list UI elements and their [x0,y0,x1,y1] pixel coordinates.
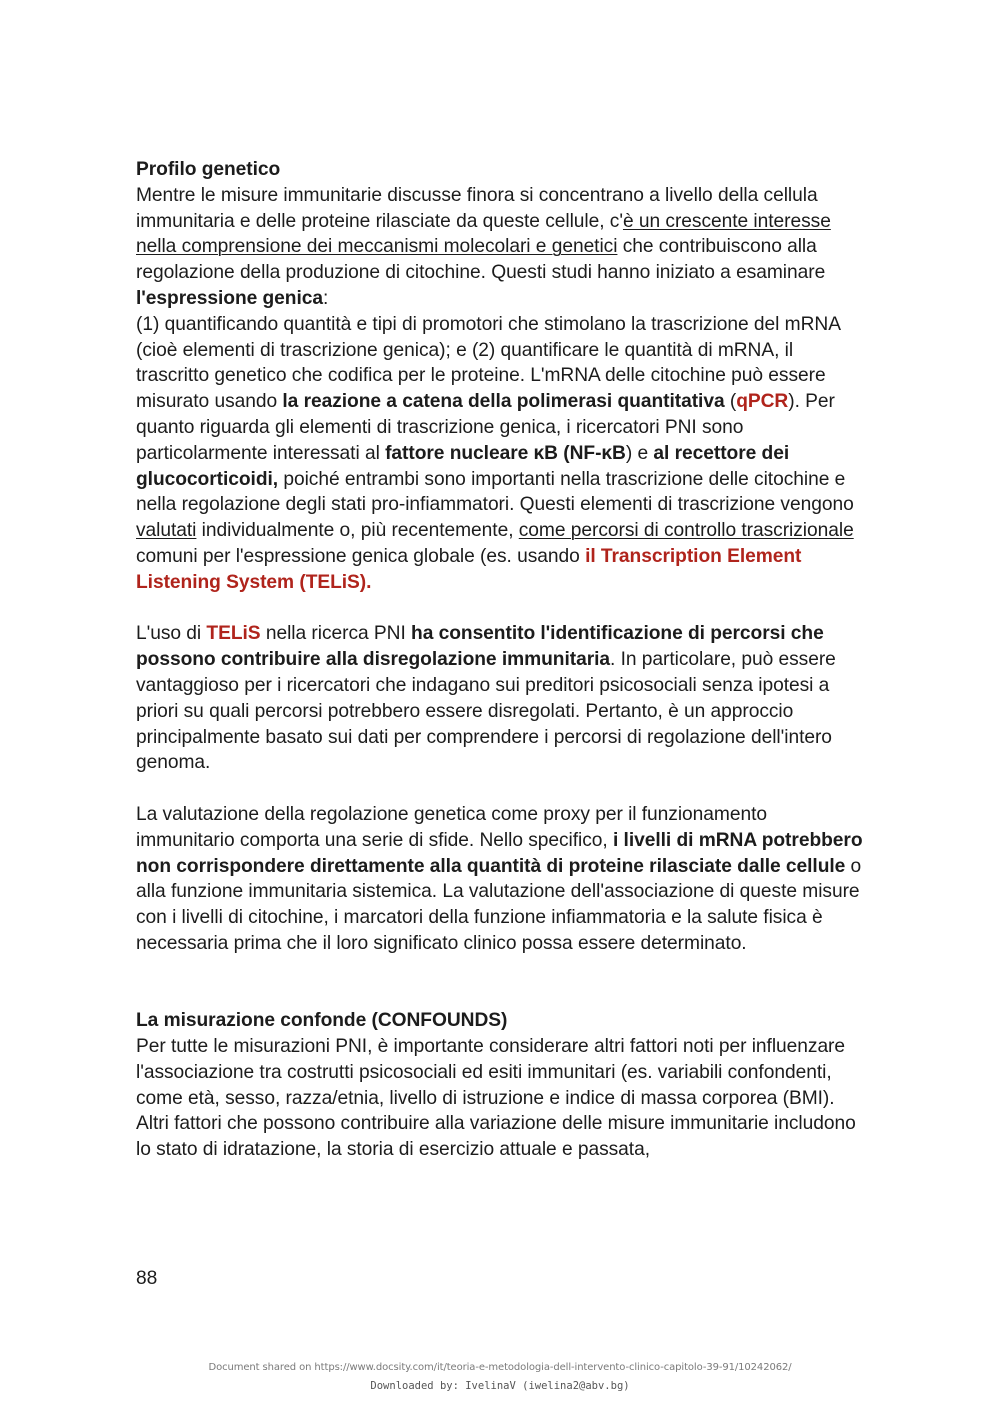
paragraph-telis [136,621,866,776]
paragraph-gene-expression [136,312,866,596]
text-run: individualmente o, più recentemente, [196,520,519,542]
text-run: Mentre le misure immunitarie discusse finora si concentrano a livello della cellula immunitaria e delle proteine rilasciate da queste cellule, c' [136,184,818,232]
text-run: ). Per quanto riguarda gli elementi di trascrizione genica, i ricercatori PNI sono particolarmente interessati al [136,391,835,464]
text-run: ( [724,391,737,413]
text-run: comuni per l'espressione genica globale (es. usando [136,545,586,567]
highlight-qpcr: qPCR [736,391,789,413]
page-content [136,157,866,1163]
paragraph-spacer [136,776,866,802]
footer-downloaded-by: Downloaded by: IvelinaV (iwelina2@abv.bg) [370,1380,630,1392]
text-run: La valutazione della regolazione genetica come proxy per il funzionamento immunitario comporta una serie di sfide. Nello specifico, [136,803,767,851]
text-run: o alla funzione immunitaria sistemica. La valutazione dell'associazione di queste misure con i livelli di citochine, i marcatori della funzione infiammatoria e la salute fisica è necessaria prima che il loro significato clinico possa essere determinato. [136,855,862,954]
paragraph-confounds: Per tutte le misurazioni PNI, è importante considerare altri fattori noti per influenzare l'associazione tra costrutti psicosociali ed esiti immunitari (es. variabili confondenti, come età, sesso, razza/etnia, livello di istruzione e indice di massa corporea (BMI). [136,1036,846,1109]
bold-text: ha consentito l'identificazione di percorsi che possono contribuire alla disregolazione immunitaria [136,623,824,671]
paragraph-challenges [136,802,866,957]
text-run: : [323,287,329,309]
underlined-text: valutati [136,520,197,542]
underlined-text: è un crescente interesse nella comprensione dei meccanismi molecolari e genetici [136,210,831,258]
bold-text: la reazione a catena della polimerasi quantitativa [282,391,725,413]
text-run: (1) quantificando quantità e tipi di promotori che stimolano la trascrizione del mRNA (cioè elementi di trascrizione genica); e (2) quantificare le quantità di mRNA, il trascritto genetico che codifica per le proteine. L'mRNA delle citochine può essere misurato usando [136,313,840,413]
text-run: nella ricerca PNI [260,623,412,645]
bold-text: l'espressione genica [136,287,323,309]
text-run: . In particolare, può essere vantaggioso per i ricercatori che indagano sui preditori psicosociali senza ipotesi a priori su quali percorsi potrebbero essere disregolati. Pertanto, è un approccio principalmente basato sui dati per comprendere i percorsi di regolazione dell'intero genoma. [136,649,836,774]
text-run: ) e [625,442,654,464]
text-run: che contribuiscono alla regolazione della produzione di citochine. Questi studi hanno iniziato a esaminare [136,236,826,284]
page-number: 88 [136,1268,158,1289]
footer-shared-notice: Document shared on https://www.docsity.com/it/teoria-e-metodologia-dell-intervento-clinico-capitolo-39-91/10242062/ [208,1362,792,1373]
highlight-telis-system: il Transcription Element Listening System (TELiS). [136,545,802,593]
text-run: L'uso di [136,623,207,645]
underlined-text: come percorsi di controllo trascrizionale [518,520,854,542]
text-run: poiché entrambi sono importanti nella trascrizione delle citochine e nella regolazione degli stati pro-infiammatori. Questi elementi di trascrizione vengono [136,468,854,516]
section-spacer [136,957,866,1009]
bold-text: al recettore dei glucocorticoidi, [136,442,790,490]
section-heading-genetic-profile: Profilo genetico [136,159,281,180]
section-heading-confounds: La misurazione confonde (CONFOUNDS) [136,1010,508,1032]
highlight-telis: TELiS [206,623,261,645]
paragraph-intro [136,183,866,312]
bold-text: fattore nucleare κB (NF-κB [385,442,626,464]
bold-text: i livelli di mRNA potrebbero non corrispondere direttamente alla quantità di proteine rilasciate dalle cellule [136,829,863,877]
paragraph-spacer [136,596,866,622]
paragraph-other-factors: Altri fattori che possono contribuire alla variazione delle misure immunitarie includono lo stato di idratazione, la storia di esercizio attuale e passata, [136,1113,856,1161]
